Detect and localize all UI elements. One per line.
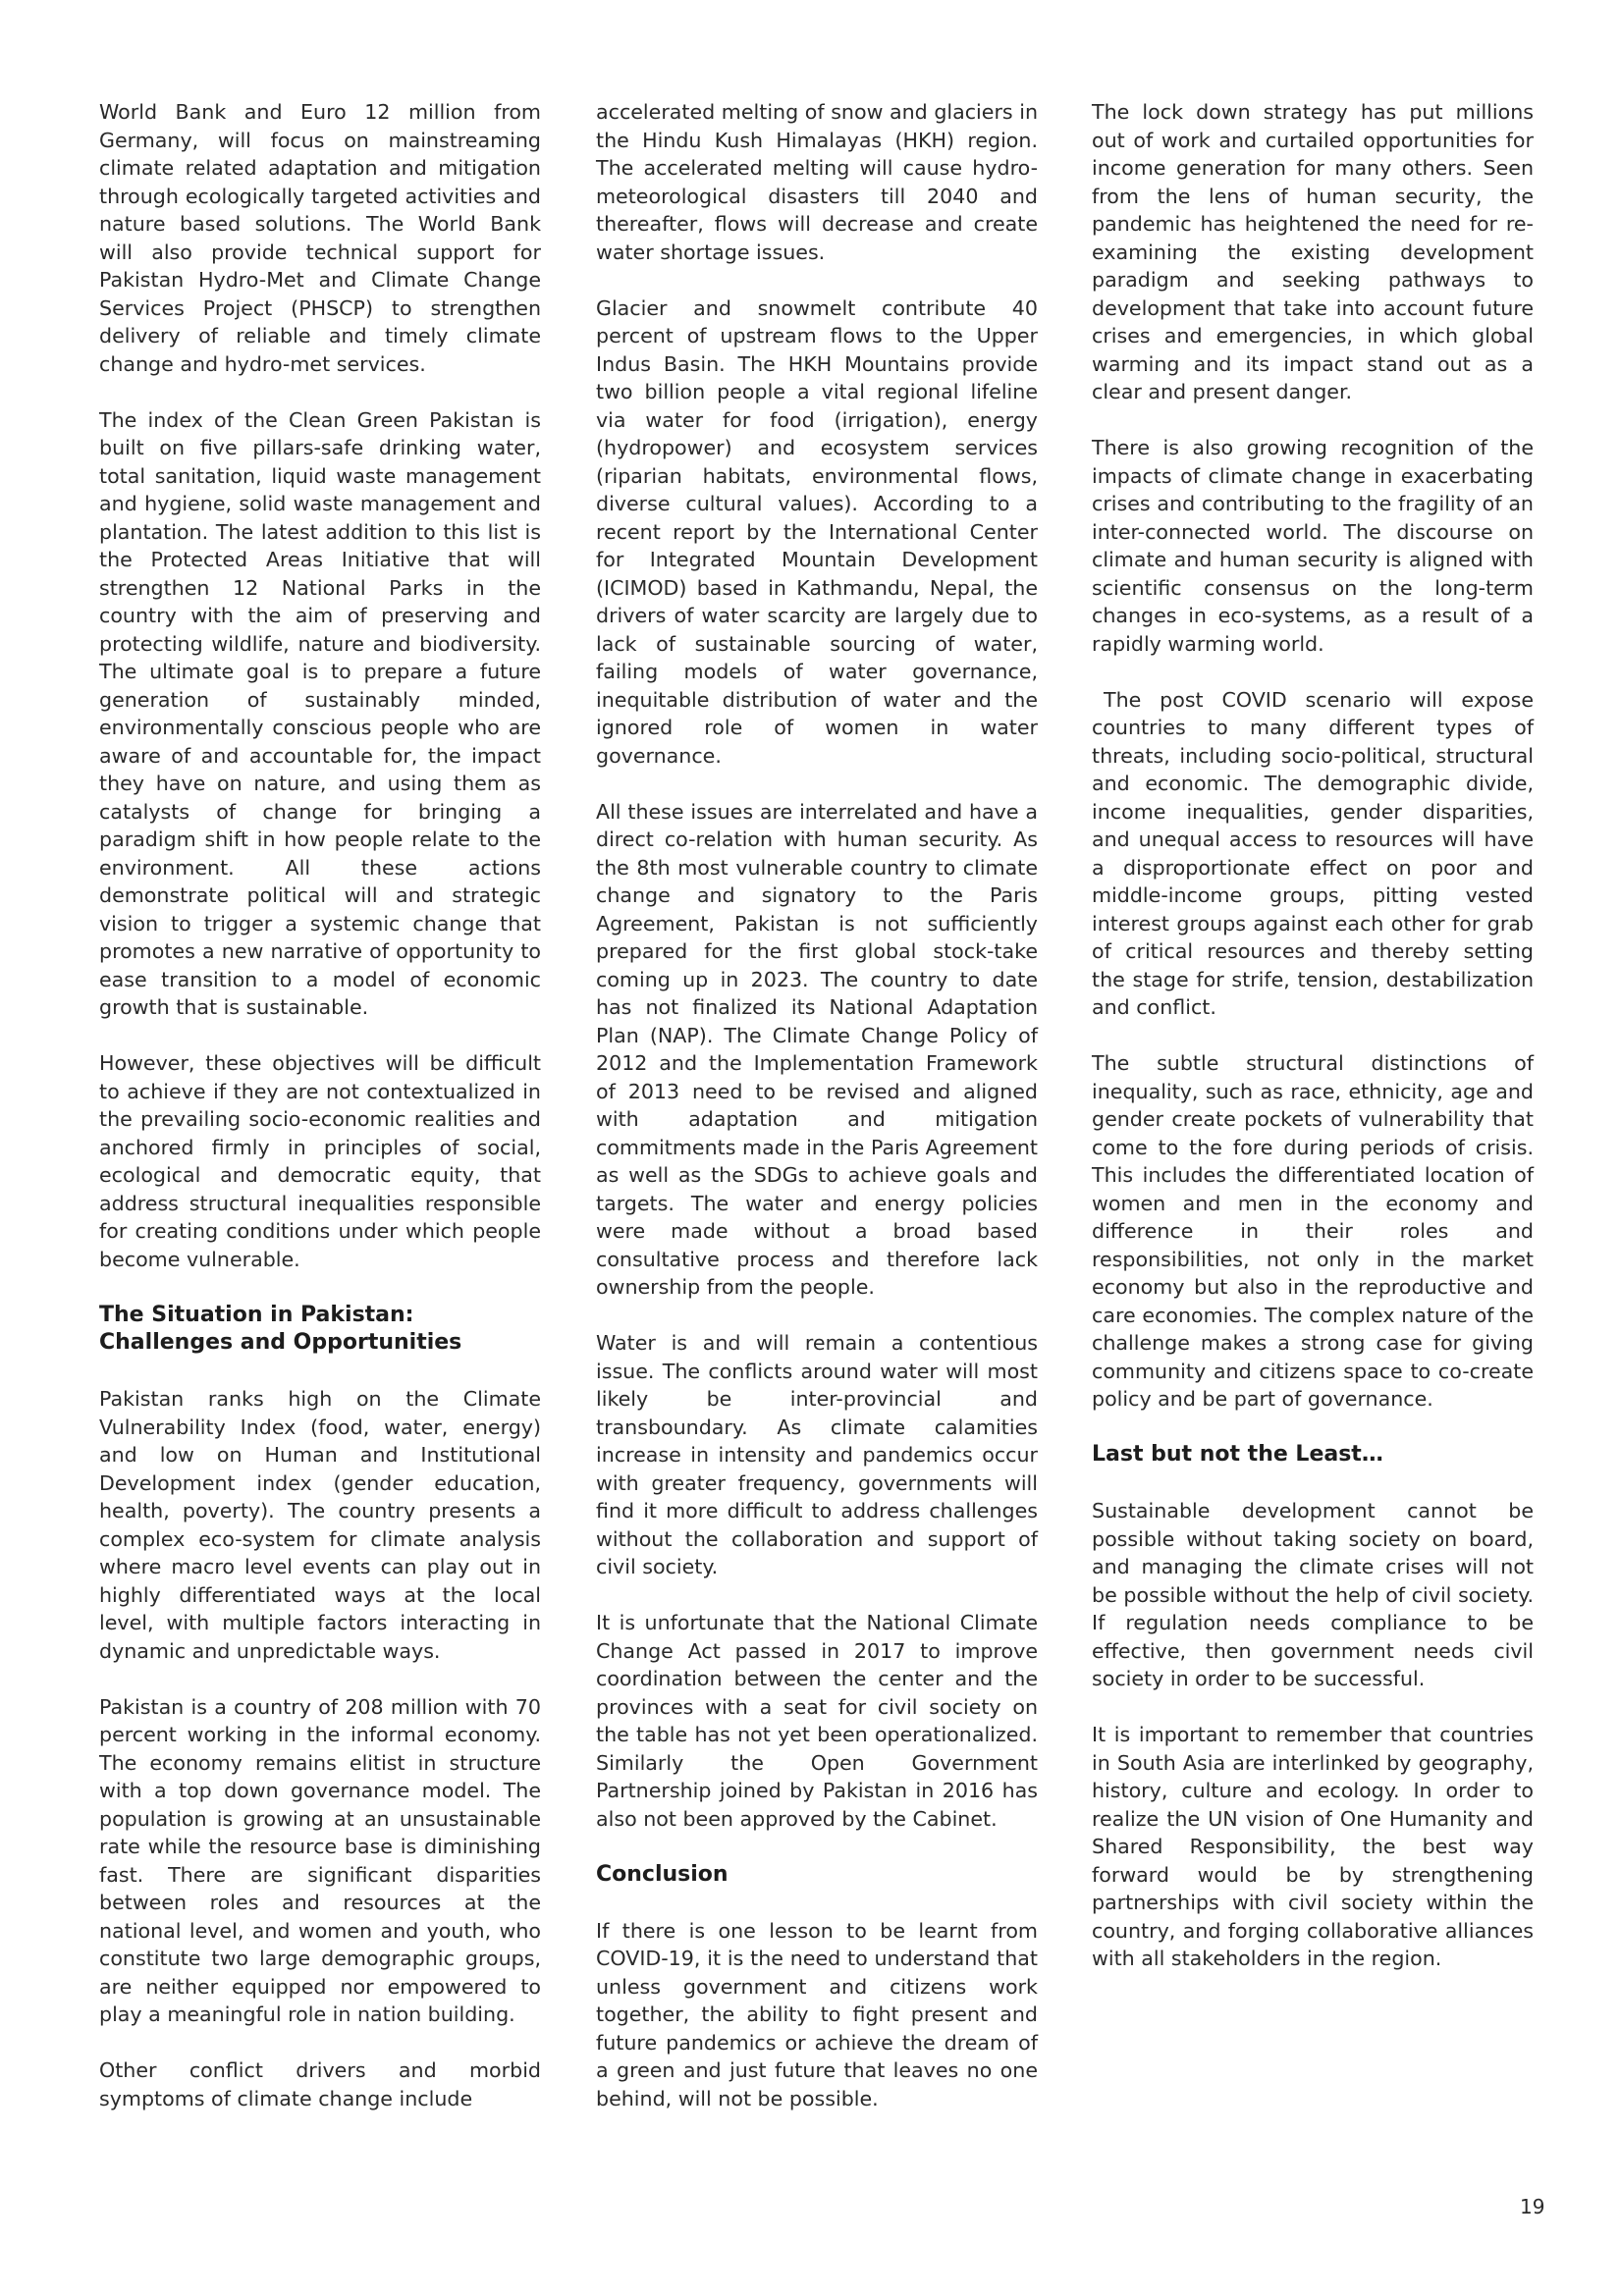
paragraph: The lock down strategy has put millions out of work and curtailed opportunities for income generation for many others. Seen from the lens of human security, the pandemic has heightened the need for re-examining the existing development paradigm and seeking pathways to development that take into account future crises and emergencies, in which global warming and its impact stand out as a clear and present danger. (1092, 100, 1534, 403)
paragraph: The index of the Clean Green Pakistan is built on five pillars-safe drinking water, total sanitation, liquid waste management and hygiene, solid waste management and plantation. The latest addition to this list is the Protected Areas Initiative that will strengthen 12 National Parks in the country with the aim of preserving and protecting wildlife, nature and biodiversity. The ultimate goal is to prepare a future generation of sustainably minded, environmentally conscious people who are aware of and accountable for, the impact they have on nature, and using them as catalysts of change for bringing a paradigm shift in how people relate to the environment. All these actions demonstrate political will and strategic vision to trigger a systemic change that promotes a new narrative of opportunity to ease transition to a model of economic growth that is sustainable. (99, 407, 541, 1019)
paragraph: Pakistan is a country of 208 million with 70 percent working in the informal economy. The economy remains elitist in structure with a top down governance model. The population is growing at an unsustainable rate while the resource base is diminishing fast. There are significant disparities between roles and resources at the national level, and women and youth, who constitute two large demographic groups, are neither equipped nor empowered to play a meaningful role in nation building. (99, 1694, 541, 2026)
paragraph: Other conflict drivers and morbid symptoms of climate change include (99, 2058, 541, 2110)
paragraph: If there is one lesson to be learnt from COVID-19, it is the need to understand that unless government and citizens work together, the ability to fight present and future pandemics or achieve the dream of a green and just future that leaves no one behind, will not be possible. (596, 1918, 1038, 2110)
text-column-3 (1092, 98, 1534, 2001)
paragraph: There is also growing recognition of the impacts of climate change in exacerbating crises and contributing to the fragility of an inter-connected world. The discourse on climate and human security is aligned with scientific consensus on the long-term changes in eco-systems, as a result of a rapidly warming world. (1092, 436, 1534, 656)
paragraph: Water is and will remain a contentious issue. The conflicts around water will most likely be inter-provincial and transboundary. As climate calamities increase in intensity and pandemics occur with greater frequency, governments will find it more difficult to address challenges without the collaboration and support of civil society. (596, 1331, 1038, 1578)
paragraph: All these issues are interrelated and have a direct co-relation with human security. As the 8th most vulnerable country to climate change and signatory to the Paris Agreement, Pakistan is not sufficiently prepared for the first global stock-take coming up in 2023. The country to date has not finalized its National Adaptation Plan (NAP). The Climate Change Policy of 2012 and the Implementation Framework of 2013 need to be revised and aligned with adaptation and mitigation commitments made in the Paris Agreement as well as the SDGs to achieve goals and targets. The water and energy policies were made without a broad based consultative process and therefore lack ownership from the people. (596, 799, 1038, 1299)
section-heading: Conclusion (596, 1861, 729, 1887)
paragraph: Glacier and snowmelt contribute 40 percent of upstream flows to the Upper Indus Basin. The HKH Mountains provide two billion people a vital regional lifeline via water for food (irrigation), energy (hydropower) and ecosystem services (riparian habitats, environmental flows, diverse cultural values). According to a recent report by the International Center for Integrated Mountain Development (ICIMOD) based in Kathmandu, Nepal, the drivers of water scarcity are largely due to lack of sustainable sourcing of water, failing models of water governance, inequitable distribution of water and the ignored role of women in water governance. (596, 295, 1038, 768)
text-column-2 (596, 98, 1038, 2141)
paragraph: Sustainable development cannot be possible without taking society on board, and managing the climate crises will not be possible without the help of civil society. If regulation needs compliance to be effective, then government needs civil society in order to be successful. (1092, 1499, 1534, 1690)
paragraph: It is unfortunate that the National Climate Change Act passed in 2017 to improve coordination between the center and the provinces with a seat for civil society on the table has not yet been operationalized. Similarly the Open Government Partnership joined by Pakistan in 2016 has also not been approved by the Cabinet. (596, 1611, 1038, 1831)
section-heading: The Situation in Pakistan: Challenges and Opportunities (99, 1302, 462, 1355)
paragraph: It is important to remember that countries in South Asia are interlinked by geography, history, culture and ecology. In order to realize the UN vision of One Humanity and Shared Responsibility, the best way forward would be by strengthening partnerships with civil society within the country, and forging collaborative alliances with all stakeholders in the region. (1092, 1723, 1534, 1970)
paragraph: The post COVID scenario will expose countries to many different types of threats, including socio-political, structural and economic. The demographic divide, income inequalities, gender disparities, and unequal access to resources will have a disproportionate effect on poor and middle-income groups, pitting vested interest groups against each other for grab of critical resources and thereby setting the stage for strife, tension, destabilization and conflict. (1092, 687, 1534, 1019)
paragraph: accelerated melting of snow and glaciers in the Hindu Kush Himalayas (HKH) region. The accelerated melting will cause hydro-meteorological disasters till 2040 and thereafter, flows will decrease and create water shortage issues. (596, 100, 1038, 264)
section-heading: Last but not the Least… (1092, 1442, 1383, 1467)
paragraph: Pakistan ranks high on the Climate Vulnerability Index (food, water, energy) and low on Human and Institutional Development index (gender education, health, poverty). The country presents a complex eco-system for climate analysis where macro level events can play out in highly differentiated ways at the local level, with multiple factors interacting in dynamic and unpredictable ways. (99, 1387, 541, 1663)
paragraph: However, these objectives will be difficult to achieve if they are not contextualized in the prevailing socio-economic realities and anchored firmly in principles of social, ecological and democratic equity, that address structural inequalities responsible for creating conditions under which people become vulnerable. (99, 1051, 541, 1271)
paragraph: The subtle structural distinctions of inequality, such as race, ethnicity, age and gender create pockets of vulnerability that come to the fore during periods of crisis. This includes the differentiated location of women and men in the economy and difference in their roles and responsibilities, not only in the market economy but also in the reproductive and care economies. The complex nature of the challenge makes a strong case for giving community and citizens space to co-create policy and be part of governance. (1092, 1051, 1534, 1411)
page-number: 19 (1520, 2195, 1545, 2218)
text-column-1 (99, 98, 541, 2141)
paragraph: World Bank and Euro 12 million from Germany, will focus on mainstreaming climate related adaptation and mitigation through ecologically targeted activities and nature based solutions. The World Bank will also provide technical support for Pakistan Hydro-Met and Climate Change Services Project (PHSCP) to strengthen delivery of reliable and timely climate change and hydro-met services. (99, 100, 541, 376)
